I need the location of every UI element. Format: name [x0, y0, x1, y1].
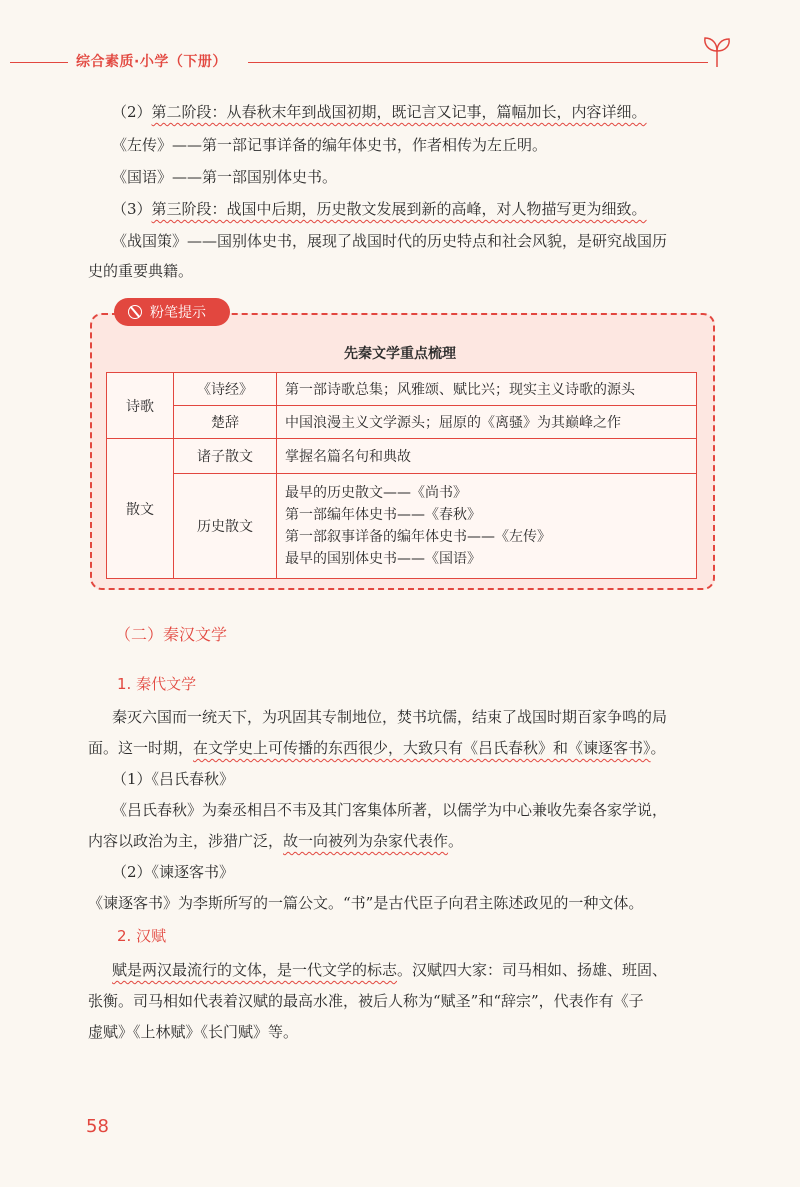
table-title: 先秦文学重点梳理: [344, 346, 456, 362]
summary-table: [106, 372, 697, 579]
para-qin-1: 秦灭六国而一统天下，为巩固其专制地位，焚书坑儒，结束了战国时期百家争鸣的局: [112, 708, 668, 726]
list-item: 第一部叙事详备的编年体史书——《左传》: [285, 529, 551, 545]
cell-zhuzi: 诸子散文: [174, 439, 277, 474]
section-heading: （二）秦汉文学: [115, 625, 228, 644]
para-guoyu: 《国语》——第一部国别体史书。: [112, 168, 338, 186]
cell-zhuzi-desc: 掌握名篇名句和典故: [277, 439, 697, 474]
cell-prose: 散文: [107, 439, 174, 579]
item-lvshi-heading: （1）《吕氏春秋》: [112, 770, 235, 788]
subheading-hanfu: 2. 汉赋: [117, 927, 167, 945]
para-lvshi-2: 内容以政治为主，涉猎广泛，故一向被列为杂家代表作。: [88, 832, 464, 850]
header-rule-left: [10, 62, 68, 63]
para-qin-2: 面。这一时期，在文学史上可传播的东西很少，大致只有《吕氏春秋》和《谏逐客书》。: [88, 739, 666, 757]
list-item: 第一部编年体史书——《春秋》: [285, 507, 481, 523]
para-hanfu-3: 虚赋》《上林赋》《长门赋》等。: [88, 1023, 299, 1041]
cell-chuci-desc: 中国浪漫主义文学源头；屈原的《离骚》为其巅峰之作: [277, 406, 697, 439]
para-jianzhu: 《谏逐客书》为李斯所写的一篇公文。“书”是古代臣子向君主陈述政见的一种文体。: [88, 894, 644, 912]
cell-shijing: 《诗经》: [174, 373, 277, 406]
table-row: [107, 373, 697, 406]
subheading-qin: 1. 秦代文学: [117, 675, 197, 693]
table-row: [107, 406, 697, 439]
chalk-icon: [128, 305, 142, 319]
list-item: 最早的国别体史书——《国语》: [285, 551, 481, 567]
table-row: [107, 474, 697, 579]
para-zhanguoce-1: 《战国策》——国别体史书，展现了战国时代的历史特点和社会风貌，是研究战国历: [112, 232, 668, 250]
tip-tag: [114, 298, 230, 326]
item-jianzhu-heading: （2）《谏逐客书》: [112, 863, 235, 881]
page-number: 58: [86, 1116, 109, 1137]
para-zuozhuan: 《左传》——第一部记事详备的编年体史书，作者相传为左丘明。: [112, 136, 548, 154]
cell-lishi-desc: [277, 474, 697, 579]
list-item: 最早的历史散文——《尚书》: [285, 485, 467, 501]
para-zhanguoce-2: 史的重要典籍。: [88, 262, 194, 280]
sprout-icon: [702, 34, 732, 68]
para-stage-2: （2）第二阶段：从春秋末年到战国初期，既记言又记事，篇幅加长，内容详细。: [112, 103, 647, 121]
para-lvshi-1: 《吕氏春秋》为秦丞相吕不韦及其门客集体所著，以儒学为中心兼收先秦各家学说，: [112, 801, 668, 819]
cell-shijing-desc: 第一部诗歌总集；风雅颂、赋比兴；现实主义诗歌的源头: [277, 373, 697, 406]
cell-poetry: 诗歌: [107, 373, 174, 439]
table-row: [107, 439, 697, 474]
header-rule-right: [248, 62, 708, 63]
tip-tag-label: 粉笔提示: [150, 305, 206, 321]
cell-lishi: 历史散文: [174, 474, 277, 579]
para-stage-3: （3）第三阶段：战国中后期，历史散文发展到新的高峰，对人物描写更为细致。: [112, 200, 647, 218]
para-hanfu-2: 张衡。司马相如代表着汉赋的最高水准，被后人称为“赋圣”和“辞宗”，代表作有《子: [88, 992, 644, 1010]
running-header: 综合素质·小学（下册）: [76, 54, 227, 70]
para-hanfu-1: 赋是两汉最流行的文体，是一代文学的标志。汉赋四大家：司马相如、扬雄、班固、: [112, 961, 668, 979]
cell-chuci: 楚辞: [174, 406, 277, 439]
